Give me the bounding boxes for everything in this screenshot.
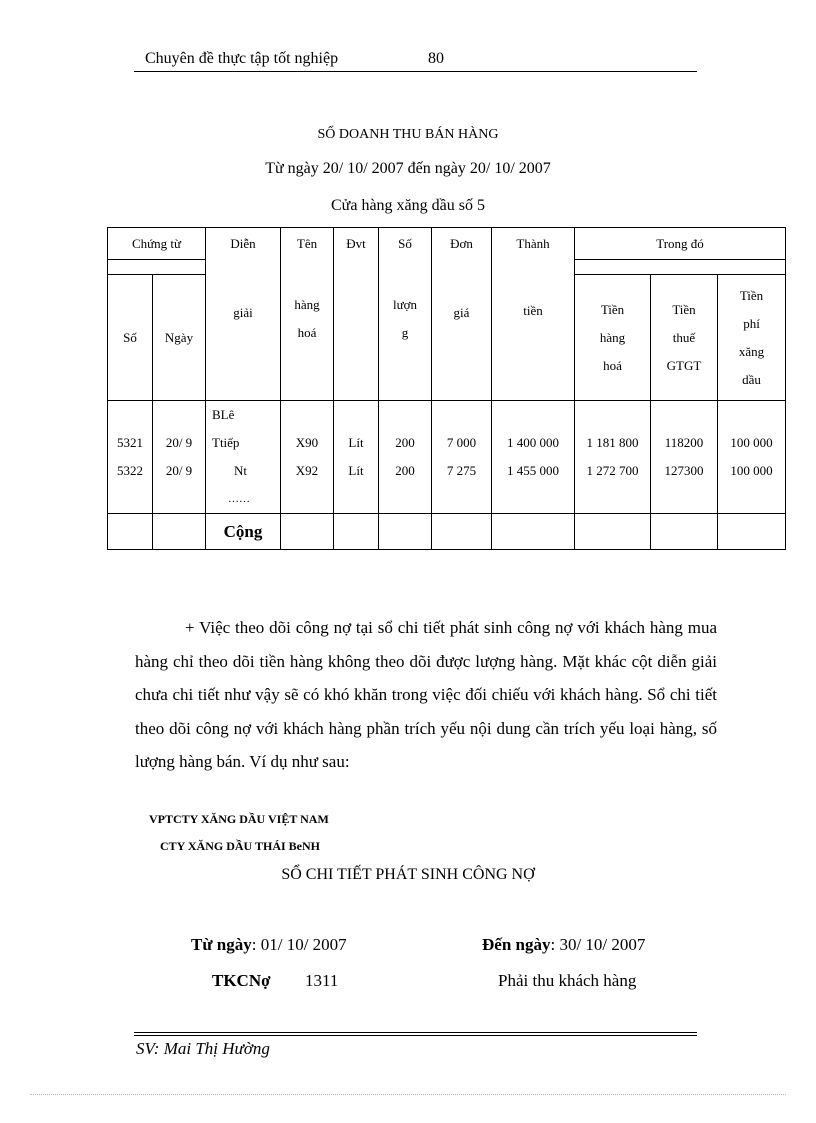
tien-hang-line: hàng (599, 329, 626, 345)
cell-dien-giai-ellipsis: …… (228, 493, 250, 505)
header-dvt-cell (334, 228, 379, 401)
org-line-1: VPTCTY XĂNG DẦU VIỆT NAM (149, 812, 329, 826)
sales-revenue-table (107, 227, 786, 550)
period-to-label: Đến ngày (482, 935, 551, 954)
cell-so-luong: 200 (395, 463, 415, 478)
account-label: TKCNợ (212, 971, 271, 990)
tien-thue-line: thuế (672, 329, 696, 345)
header-so-luong (379, 228, 432, 401)
header-thanh: Thành (516, 236, 550, 251)
header-dien: Diễn (230, 236, 256, 251)
cell-dien-giai-nt: Nt (234, 463, 247, 478)
subheader-tien-thue (651, 275, 718, 401)
tien-phi-line: phí (743, 315, 760, 331)
cell-don-gia: 7 275 (446, 463, 477, 478)
cell-dvt: Lít (348, 463, 364, 478)
cell-ten-hang: X90 (295, 435, 319, 450)
cell-tien-hang: 1 181 800 (586, 435, 639, 450)
account-description: Phải thu khách hàng (498, 971, 637, 990)
cell-thanh-tien: 1 455 000 (507, 463, 559, 478)
header-chung-tu: Chứng từ (108, 228, 206, 260)
tien-phi-line: xăng (738, 343, 765, 359)
tien-phi-line: Tiền (739, 287, 764, 303)
page-bottom-dotted-line (30, 1094, 786, 1095)
header-ten: Tên (296, 236, 318, 251)
header-trong-do: Trong đó (575, 228, 786, 260)
cell-ngay: 20/ 9 (165, 435, 193, 450)
cell-don-gia: 7 000 (446, 435, 477, 450)
header-so: Số (398, 236, 412, 251)
tien-hang-line: Tiền (600, 301, 625, 317)
header-hang: hàng (294, 297, 320, 312)
tien-thue-line: Tiền (672, 301, 696, 317)
cell-tien-phi: 100 000 (730, 463, 773, 478)
header-gap-right (575, 260, 786, 275)
period-from (191, 935, 347, 955)
account-value: 1311 (305, 971, 339, 990)
period-from-label: Từ ngày (191, 935, 252, 954)
cell-ngay: 20/ 9 (165, 463, 193, 478)
subheader-tien-phi (718, 275, 786, 401)
header-dien-giai (206, 228, 281, 401)
header-gap-left (108, 260, 206, 275)
period-to (482, 935, 645, 955)
cell-dien-giai: BLê (212, 407, 235, 422)
subheader-so: Số (108, 275, 153, 401)
footer-rule-top (134, 1032, 697, 1033)
period-to-value: : 30/ 10/ 2007 (550, 935, 646, 954)
cell-so: 5322 (117, 463, 143, 478)
tien-thue-line: GTGT (666, 357, 702, 373)
footer-student: SV: Mai Thị Hường (136, 1039, 270, 1058)
cell-so: 5321 (117, 435, 143, 450)
header-don: Đơn (450, 236, 473, 251)
paragraph-rest: hàng mua hàng chỉ theo dõi tiền hàng không theo dõi được lượng hàng. Mặt khác cột diễn giải chưa chi tiết như vậy sẽ có khó khăn trong việc đối chiếu với khách hàng. Sổ chi tiết theo dõi công nợ với khách hàng phần trích yếu nội dung cần trích yếu loại hàng, số lượng hàng bán. Ví dụ như sau: (135, 618, 717, 771)
cell-tien-thue: 118200 (664, 435, 704, 450)
report-title: SỔ DOANH THU BÁN HÀNG (317, 127, 499, 142)
org-line-2: CTY XĂNG DẦU THÁI BeNH (160, 839, 321, 853)
tien-phi-line: dầu (742, 371, 761, 387)
cell-thanh-tien: 1 400 000 (507, 435, 559, 450)
paragraph-first-line: + Việc theo dõi công nợ tại sổ chi tiết phát sinh công nợ với khách (185, 618, 645, 637)
subheader-tien-hang (575, 275, 651, 401)
cell-tien-phi: 100 000 (730, 435, 773, 450)
header-luong: lượn (392, 297, 418, 312)
cell-dien-giai: Ttiếp (212, 435, 240, 450)
header-giai: giải (233, 305, 253, 320)
report-date-range: Từ ngày 20/ 10/ 2007 đến ngày 20/ 10/ 2007 (265, 160, 551, 177)
total-label: Cộng (206, 514, 281, 550)
cell-so-luong: 200 (395, 435, 415, 450)
cell-tien-thue: 127300 (664, 463, 704, 478)
footer-rule-bottom (134, 1035, 697, 1036)
report-store: Cửa hàng xăng dầu số 5 (331, 197, 485, 214)
header-thanh-tien (492, 228, 575, 401)
page-number: 80 (428, 50, 444, 67)
table-data-block (108, 401, 786, 514)
table-total-row (108, 514, 786, 550)
header-gia: giá (453, 305, 470, 320)
cell-ten-hang: X92 (295, 463, 319, 478)
header-rule (134, 71, 697, 72)
header-dvt: Đvt (346, 236, 366, 251)
header-title: Chuyên đề thực tập tốt nghiệp (145, 50, 339, 67)
period-from-value: : 01/ 10/ 2007 (251, 935, 347, 954)
body-paragraph (135, 611, 717, 779)
tien-hang-line: hoá (603, 357, 622, 373)
subheader-ngay: Ngày (153, 275, 206, 401)
cell-tien-hang: 1 272 700 (586, 463, 639, 478)
header-don-gia (432, 228, 492, 401)
header-ten-hang (281, 228, 334, 401)
ledger-title: SỔ CHI TIẾT PHÁT SINH CÔNG NỢ (281, 866, 535, 883)
header-tien: tiền (523, 303, 543, 318)
cell-dvt: Lít (348, 435, 364, 450)
header-g: g (401, 325, 409, 340)
header-hoa: hoá (297, 325, 317, 340)
